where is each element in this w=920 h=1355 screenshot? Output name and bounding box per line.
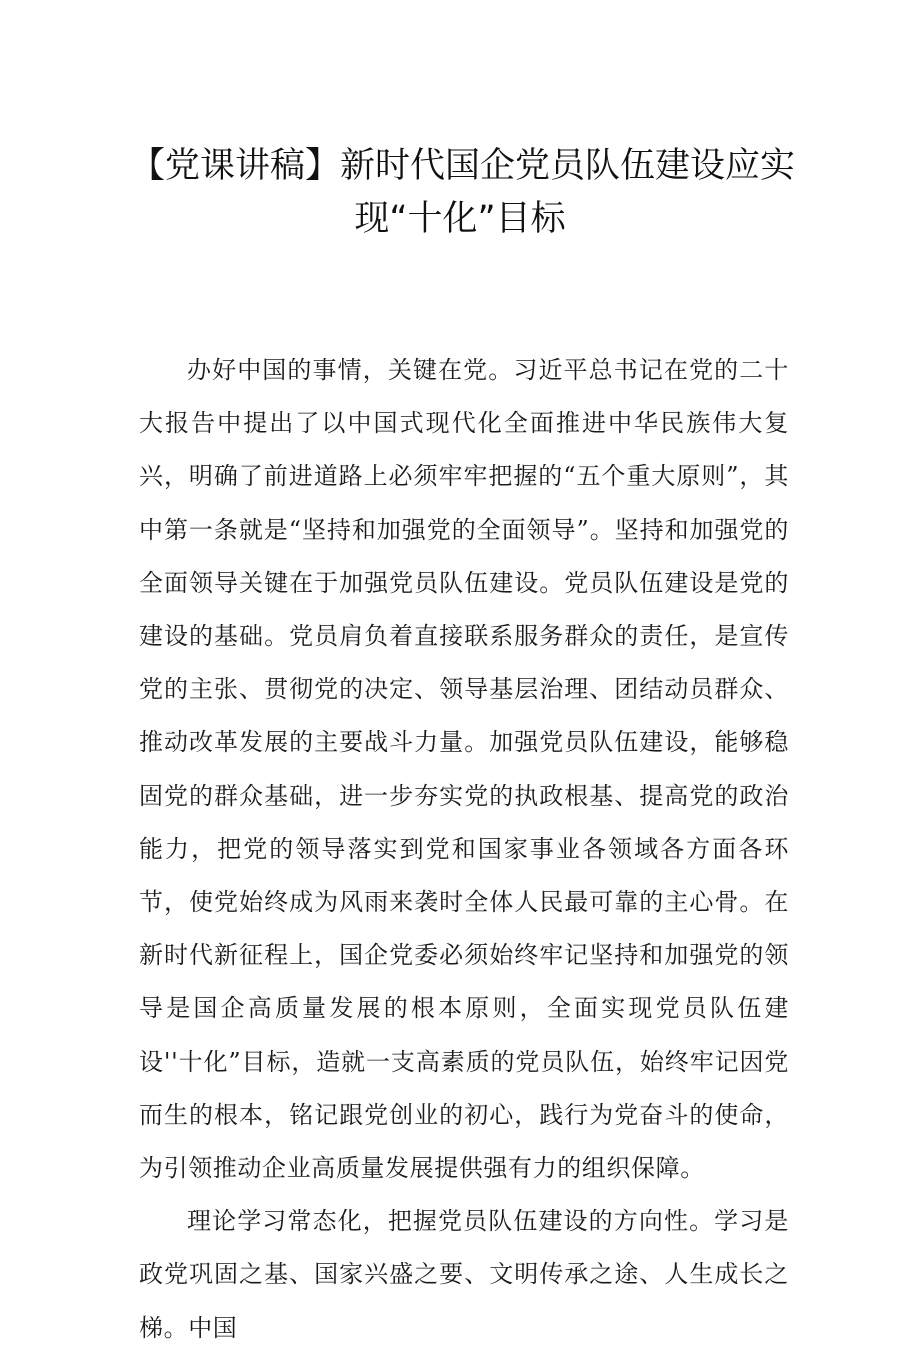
document-title-line-1: 【党课讲稿】新时代国企党员队伍建设应实 [130, 146, 796, 186]
document-title-line-2: 现“十化”目标 [354, 199, 566, 239]
body-paragraph: 办好中国的事情，关键在党。习近平总书记在党的二十大报告中提出了以中国式现代化全面推进中华民族伟大复兴，明确了前进道路上必须牢牢把握的“五个重大原则”，其中第一条就是“坚持和加强党的全面领导”。坚持和加强党的全面领导关键在于加强党员队伍建设。党员队伍建设是党的建设的基础。党员肩负着直接联系服务群众的责任，是宣传党的主张、贯彻党的决定、领导基层治理、团结动员群众、推动改革发展的主要战斗力量。加强党员队伍建设，能够稳固党的群众基础，进一步夯实党的执政根基、提高党的政治能力，把党的领导落实到党和国家事业各领域各方面各环节，使党始终成为风雨来袭时全体人民最可靠的主心骨。在新时代新征程上，国企党委必须始终牢记坚持和加强党的领导是国企高质量发展的根本原则，全面实现党员队伍建设''十化”目标，造就一支高素质的党员队伍，始终牢记因党而生的根本，铭记跟党创业的初心，践行为党奋斗的使命，为引领推动企业高质量发展提供强有力的组织保障。 [139, 356, 789, 1183]
document-body [139, 344, 789, 1355]
body-paragraph: 理论学习常态化，把握党员队伍建设的方向性。学习是政党巩固之基、国家兴盛之要、文明传承之途、人生成长之梯。中国 [139, 1207, 789, 1342]
